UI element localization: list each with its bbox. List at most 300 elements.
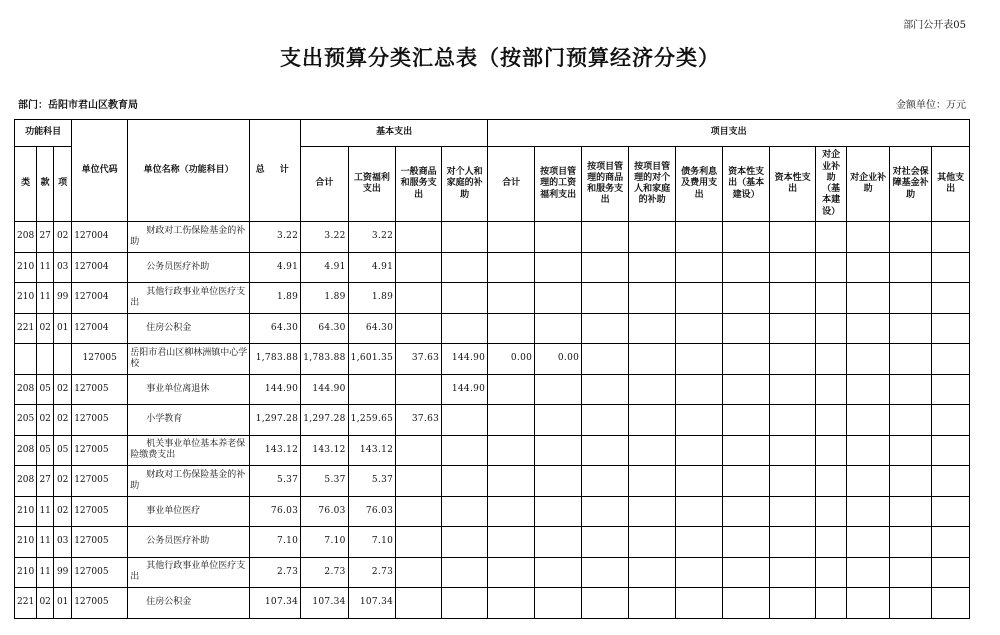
cell-xiang: 05 — [54, 435, 72, 466]
header-total: 总 计 — [250, 120, 301, 222]
cell-project-empty — [932, 496, 970, 527]
cell-project-wage — [535, 283, 582, 314]
cell-project-empty — [847, 435, 890, 466]
cell-project-empty — [847, 252, 890, 283]
cell-project-total — [488, 496, 535, 527]
cell-project-empty — [847, 466, 890, 497]
cell-project-empty — [890, 557, 932, 588]
cell-basic-goods: 37.63 — [396, 344, 442, 375]
table-row — [15, 222, 970, 253]
cell-project-empty — [676, 222, 723, 253]
cell-basic-family — [442, 496, 488, 527]
cell-project-empty — [770, 496, 816, 527]
cell-kuan: 02 — [37, 405, 54, 436]
unit-name-text: 小学教育 — [146, 414, 183, 425]
cell-project-total — [488, 527, 535, 558]
cell-project-empty — [890, 588, 932, 619]
cell-lei: 210 — [15, 557, 37, 588]
cell-project-empty — [629, 405, 676, 436]
cell-project-empty — [932, 405, 970, 436]
cell-project-empty — [932, 557, 970, 588]
cell-kuan: 11 — [37, 527, 54, 558]
table-row — [15, 466, 970, 497]
cell-project-empty — [676, 405, 723, 436]
cell-kuan: 05 — [37, 374, 54, 405]
cell-project-total — [488, 313, 535, 344]
cell-project-empty — [676, 557, 723, 588]
cell-project-wage — [535, 313, 582, 344]
cell-basic-goods — [396, 588, 442, 619]
cell-basic-wage: 2.73 — [348, 557, 395, 588]
cell-basic-total: 3.22 — [301, 222, 348, 253]
cell-project-empty — [932, 252, 970, 283]
cell-project-empty — [582, 466, 629, 497]
cell-kuan: 02 — [37, 313, 54, 344]
cell-project-empty — [629, 496, 676, 527]
cell-total: 76.03 — [250, 496, 301, 527]
cell-unit-name — [128, 283, 250, 314]
header-kuan: 款 — [37, 147, 54, 222]
cell-project-empty — [770, 405, 816, 436]
header-project-enterprise-construction: 对企业补助（基本建设） — [816, 147, 847, 222]
cell-basic-wage: 7.10 — [348, 527, 395, 558]
cell-lei: 205 — [15, 405, 37, 436]
unit-name-text: 事业单位离退休 — [146, 383, 210, 394]
cell-project-empty — [582, 405, 629, 436]
cell-project-empty — [932, 283, 970, 314]
table-row — [15, 435, 970, 466]
header-basic-wage: 工资福利支出 — [348, 147, 395, 222]
cell-project-empty — [629, 466, 676, 497]
cell-project-empty — [723, 222, 770, 253]
header-project-family: 按项目管理的对个人和家庭的补助 — [629, 147, 676, 222]
cell-project-empty — [932, 466, 970, 497]
cell-kuan: 11 — [37, 252, 54, 283]
cell-lei: 221 — [15, 588, 37, 619]
cell-project-empty — [629, 313, 676, 344]
cell-project-empty — [816, 496, 847, 527]
cell-project-empty — [723, 374, 770, 405]
cell-project-empty — [932, 313, 970, 344]
header-project-total: 合计 — [488, 147, 535, 222]
cell-lei: 210 — [15, 496, 37, 527]
cell-project-empty — [629, 435, 676, 466]
cell-project-empty — [676, 435, 723, 466]
cell-basic-wage: 76.03 — [348, 496, 395, 527]
cell-unit-name — [128, 588, 250, 619]
cell-project-empty — [932, 222, 970, 253]
cell-project-empty — [816, 283, 847, 314]
cell-unit-name — [128, 222, 250, 253]
cell-project-empty — [816, 344, 847, 375]
cell-project-wage — [535, 252, 582, 283]
cell-basic-total: 143.12 — [301, 435, 348, 466]
cell-project-wage — [535, 527, 582, 558]
cell-project-empty — [890, 466, 932, 497]
cell-basic-family: 144.90 — [442, 344, 488, 375]
cell-project-empty — [629, 252, 676, 283]
budget-summary-table — [14, 119, 970, 619]
cell-basic-total: 7.10 — [301, 527, 348, 558]
cell-project-wage — [535, 222, 582, 253]
cell-basic-goods — [396, 222, 442, 253]
cell-xiang: 02 — [54, 496, 72, 527]
table-row — [15, 527, 970, 558]
cell-basic-goods — [396, 466, 442, 497]
cell-project-empty — [816, 527, 847, 558]
cell-total: 64.30 — [250, 313, 301, 344]
cell-basic-wage: 5.37 — [348, 466, 395, 497]
cell-lei: 210 — [15, 527, 37, 558]
cell-project-empty — [629, 557, 676, 588]
header-project-debt: 债务利息及费用支出 — [676, 147, 723, 222]
cell-project-empty — [816, 252, 847, 283]
cell-project-empty — [932, 527, 970, 558]
cell-project-empty — [816, 405, 847, 436]
cell-project-empty — [770, 588, 816, 619]
cell-xiang: 02 — [54, 222, 72, 253]
cell-basic-family — [442, 435, 488, 466]
table-row — [15, 588, 970, 619]
cell-project-empty — [723, 588, 770, 619]
cell-project-empty — [932, 435, 970, 466]
cell-xiang: 99 — [54, 283, 72, 314]
cell-basic-wage: 143.12 — [348, 435, 395, 466]
cell-project-empty — [723, 344, 770, 375]
cell-basic-family — [442, 466, 488, 497]
header-func-group: 功能科目 — [15, 120, 72, 147]
cell-unit-name — [128, 557, 250, 588]
cell-project-empty — [890, 527, 932, 558]
cell-unit-name — [128, 435, 250, 466]
cell-basic-family — [442, 588, 488, 619]
header-basic-goods: 一般商品和服务支出 — [396, 147, 442, 222]
cell-lei: 208 — [15, 466, 37, 497]
cell-project-empty — [816, 435, 847, 466]
cell-project-empty — [890, 344, 932, 375]
cell-basic-family — [442, 283, 488, 314]
cell-project-empty — [723, 283, 770, 314]
cell-project-empty — [890, 313, 932, 344]
cell-basic-total: 2.73 — [301, 557, 348, 588]
cell-basic-goods — [396, 252, 442, 283]
cell-basic-total: 64.30 — [301, 313, 348, 344]
table-row — [15, 405, 970, 436]
cell-project-empty — [723, 557, 770, 588]
unit-name-text: 住房公积金 — [146, 322, 192, 333]
cell-project-empty — [770, 557, 816, 588]
table-row — [15, 496, 970, 527]
cell-unit-code: 127005 — [72, 557, 128, 588]
cell-project-total — [488, 283, 535, 314]
cell-project-total — [488, 405, 535, 436]
cell-project-empty — [770, 344, 816, 375]
cell-basic-wage: 107.34 — [348, 588, 395, 619]
cell-basic-total: 1.89 — [301, 283, 348, 314]
cell-project-empty — [770, 313, 816, 344]
cell-unit-code: 127005 — [72, 466, 128, 497]
cell-xiang: 01 — [54, 313, 72, 344]
cell-project-empty — [629, 283, 676, 314]
cell-unit-name — [128, 313, 250, 344]
cell-unit-code: 127004 — [72, 283, 128, 314]
unit-name-text: 财政对工伤保险基金的补助 — [130, 225, 246, 247]
cell-project-empty — [723, 527, 770, 558]
unit-name-text: 住房公积金 — [146, 597, 192, 608]
cell-basic-goods — [396, 313, 442, 344]
cell-project-empty — [816, 374, 847, 405]
cell-project-empty — [847, 313, 890, 344]
cell-unit-code: 127005 — [72, 496, 128, 527]
cell-project-empty — [847, 374, 890, 405]
cell-xiang: 03 — [54, 252, 72, 283]
cell-xiang: 01 — [54, 588, 72, 619]
cell-basic-total: 107.34 — [301, 588, 348, 619]
header-project-goods: 按项目管理的商品和服务支出 — [582, 147, 629, 222]
cell-project-empty — [582, 283, 629, 314]
cell-project-total — [488, 588, 535, 619]
cell-project-empty — [582, 557, 629, 588]
cell-xiang: 02 — [54, 466, 72, 497]
cell-project-total — [488, 222, 535, 253]
cell-total: 1,297.28 — [250, 405, 301, 436]
cell-project-empty — [890, 252, 932, 283]
cell-project-empty — [770, 374, 816, 405]
cell-project-empty — [676, 344, 723, 375]
cell-lei: 221 — [15, 313, 37, 344]
table-row — [15, 313, 970, 344]
cell-basic-family — [442, 222, 488, 253]
cell-project-empty — [723, 466, 770, 497]
cell-basic-family — [442, 313, 488, 344]
cell-project-empty — [770, 435, 816, 466]
cell-project-total — [488, 374, 535, 405]
cell-basic-goods: 37.63 — [396, 405, 442, 436]
cell-lei: 208 — [15, 374, 37, 405]
cell-unit-name — [128, 252, 250, 283]
cell-unit-code: 127005 — [72, 588, 128, 619]
cell-project-wage: 0.00 — [535, 344, 582, 375]
header-lei: 类 — [15, 147, 37, 222]
cell-basic-goods — [396, 527, 442, 558]
table-row — [15, 557, 970, 588]
cell-lei: 208 — [15, 222, 37, 253]
cell-project-empty — [847, 405, 890, 436]
cell-project-empty — [847, 588, 890, 619]
cell-project-empty — [847, 557, 890, 588]
cell-project-empty — [847, 527, 890, 558]
cell-project-empty — [582, 435, 629, 466]
cell-lei: 208 — [15, 435, 37, 466]
cell-total: 1,783.88 — [250, 344, 301, 375]
cell-unit-code: 127004 — [72, 222, 128, 253]
cell-xiang: 03 — [54, 527, 72, 558]
cell-project-empty — [582, 344, 629, 375]
cell-project-wage — [535, 557, 582, 588]
cell-total: 107.34 — [250, 588, 301, 619]
cell-project-empty — [582, 496, 629, 527]
cell-project-wage — [535, 588, 582, 619]
cell-basic-goods — [396, 496, 442, 527]
cell-project-empty — [676, 374, 723, 405]
cell-project-empty — [770, 252, 816, 283]
unit-name-text: 公务员医疗补助 — [146, 536, 210, 547]
cell-project-empty — [932, 344, 970, 375]
cell-project-wage — [535, 496, 582, 527]
cell-unit-name — [128, 496, 250, 527]
cell-total: 4.91 — [250, 252, 301, 283]
cell-project-total — [488, 435, 535, 466]
cell-project-empty — [770, 527, 816, 558]
cell-project-empty — [932, 588, 970, 619]
cell-project-empty — [890, 374, 932, 405]
cell-basic-goods — [396, 557, 442, 588]
cell-project-wage — [535, 405, 582, 436]
cell-xiang: 02 — [54, 374, 72, 405]
cell-unit-code: 127004 — [72, 252, 128, 283]
cell-basic-wage: 1.89 — [348, 283, 395, 314]
header-project-enterprise: 对企业补助 — [847, 147, 890, 222]
cell-project-empty — [890, 496, 932, 527]
header-unit-code: 单位代码 — [72, 120, 128, 222]
cell-unit-code: 127005 — [72, 344, 128, 375]
cell-kuan: 02 — [37, 588, 54, 619]
cell-basic-total: 76.03 — [301, 496, 348, 527]
cell-project-empty — [816, 588, 847, 619]
cell-kuan: 11 — [37, 496, 54, 527]
cell-xiang: 99 — [54, 557, 72, 588]
cell-project-empty — [582, 222, 629, 253]
cell-unit-name — [128, 374, 250, 405]
cell-total: 1.89 — [250, 283, 301, 314]
cell-project-empty — [582, 588, 629, 619]
cell-project-empty — [770, 283, 816, 314]
table-row — [15, 344, 970, 375]
cell-project-empty — [770, 466, 816, 497]
cell-basic-wage: 3.22 — [348, 222, 395, 253]
cell-unit-code: 127005 — [72, 405, 128, 436]
cell-basic-wage: 64.30 — [348, 313, 395, 344]
cell-project-empty — [890, 283, 932, 314]
cell-unit-code: 127005 — [72, 374, 128, 405]
cell-project-empty — [582, 527, 629, 558]
header-basic-total: 合计 — [301, 147, 348, 222]
cell-basic-family — [442, 527, 488, 558]
table-row — [15, 374, 970, 405]
cell-project-empty — [816, 466, 847, 497]
cell-unit-code: 127005 — [72, 435, 128, 466]
cell-kuan: 05 — [37, 435, 54, 466]
cell-project-empty — [629, 374, 676, 405]
cell-basic-wage: 4.91 — [348, 252, 395, 283]
cell-project-empty — [847, 222, 890, 253]
cell-total: 143.12 — [250, 435, 301, 466]
cell-project-empty — [723, 252, 770, 283]
table-row — [15, 283, 970, 314]
unit-name-text: 机关事业单位基本养老保险缴费支出 — [130, 439, 246, 461]
cell-project-empty — [847, 283, 890, 314]
cell-project-total: 0.00 — [488, 344, 535, 375]
header-project-wage: 按项目管理的工资福利支出 — [535, 147, 582, 222]
cell-kuan: 11 — [37, 557, 54, 588]
cell-project-empty — [629, 588, 676, 619]
form-number: 部门公开表05 — [903, 20, 966, 31]
cell-project-empty — [932, 374, 970, 405]
cell-project-empty — [847, 344, 890, 375]
cell-unit-name — [128, 405, 250, 436]
header-unit-name: 单位名称（功能科目） — [128, 120, 250, 222]
unit-name-text: 事业单位医疗 — [146, 505, 201, 516]
cell-basic-total: 5.37 — [301, 466, 348, 497]
page-title: 支出预算分类汇总表（按部门预算经济分类） — [280, 46, 720, 70]
cell-basic-wage: 1,601.35 — [348, 344, 395, 375]
cell-kuan: 11 — [37, 283, 54, 314]
cell-project-empty — [582, 252, 629, 283]
cell-basic-goods — [396, 374, 442, 405]
cell-unit-name: 岳阳市君山区柳林洲镇中心学校 — [128, 344, 250, 375]
cell-unit-name — [128, 466, 250, 497]
cell-basic-total: 1,783.88 — [301, 344, 348, 375]
cell-basic-family: 144.90 — [442, 374, 488, 405]
cell-kuan — [37, 344, 54, 375]
cell-project-empty — [890, 405, 932, 436]
cell-project-empty — [676, 283, 723, 314]
cell-total: 2.73 — [250, 557, 301, 588]
unit-name-text: 公务员医疗补助 — [146, 261, 210, 272]
cell-project-empty — [676, 466, 723, 497]
cell-project-total — [488, 466, 535, 497]
cell-basic-goods — [396, 435, 442, 466]
currency-unit-label: 金额单位：万元 — [896, 100, 966, 111]
cell-basic-wage: 1,259.65 — [348, 405, 395, 436]
cell-basic-total: 1,297.28 — [301, 405, 348, 436]
unit-name-text: 财政对工伤保险基金的补助 — [130, 469, 246, 491]
cell-kuan: 27 — [37, 222, 54, 253]
cell-lei — [15, 344, 37, 375]
cell-project-empty — [847, 496, 890, 527]
cell-basic-family — [442, 252, 488, 283]
cell-project-empty — [723, 435, 770, 466]
cell-project-empty — [676, 496, 723, 527]
cell-project-wage — [535, 466, 582, 497]
cell-project-wage — [535, 374, 582, 405]
cell-lei: 210 — [15, 252, 37, 283]
cell-unit-name — [128, 527, 250, 558]
cell-project-empty — [676, 588, 723, 619]
cell-basic-total: 144.90 — [301, 374, 348, 405]
cell-basic-family — [442, 405, 488, 436]
cell-project-empty — [723, 313, 770, 344]
header-project-other: 其他支出 — [932, 147, 970, 222]
cell-project-empty — [676, 313, 723, 344]
cell-unit-code: 127005 — [72, 527, 128, 558]
cell-project-empty — [582, 313, 629, 344]
cell-project-empty — [629, 222, 676, 253]
cell-project-empty — [890, 435, 932, 466]
header-basic-family: 对个人和家庭的补助 — [442, 147, 488, 222]
cell-project-empty — [816, 557, 847, 588]
header-project-social-security: 对社会保障基金补助 — [890, 147, 932, 222]
unit-name-text: 其他行政事业单位医疗支出 — [130, 561, 246, 583]
table-row — [15, 252, 970, 283]
header-project-capital: 资本性支出 — [770, 147, 816, 222]
cell-total: 144.90 — [250, 374, 301, 405]
cell-xiang: 02 — [54, 405, 72, 436]
cell-unit-code: 127004 — [72, 313, 128, 344]
cell-project-empty — [629, 344, 676, 375]
cell-project-empty — [676, 252, 723, 283]
cell-total: 5.37 — [250, 466, 301, 497]
